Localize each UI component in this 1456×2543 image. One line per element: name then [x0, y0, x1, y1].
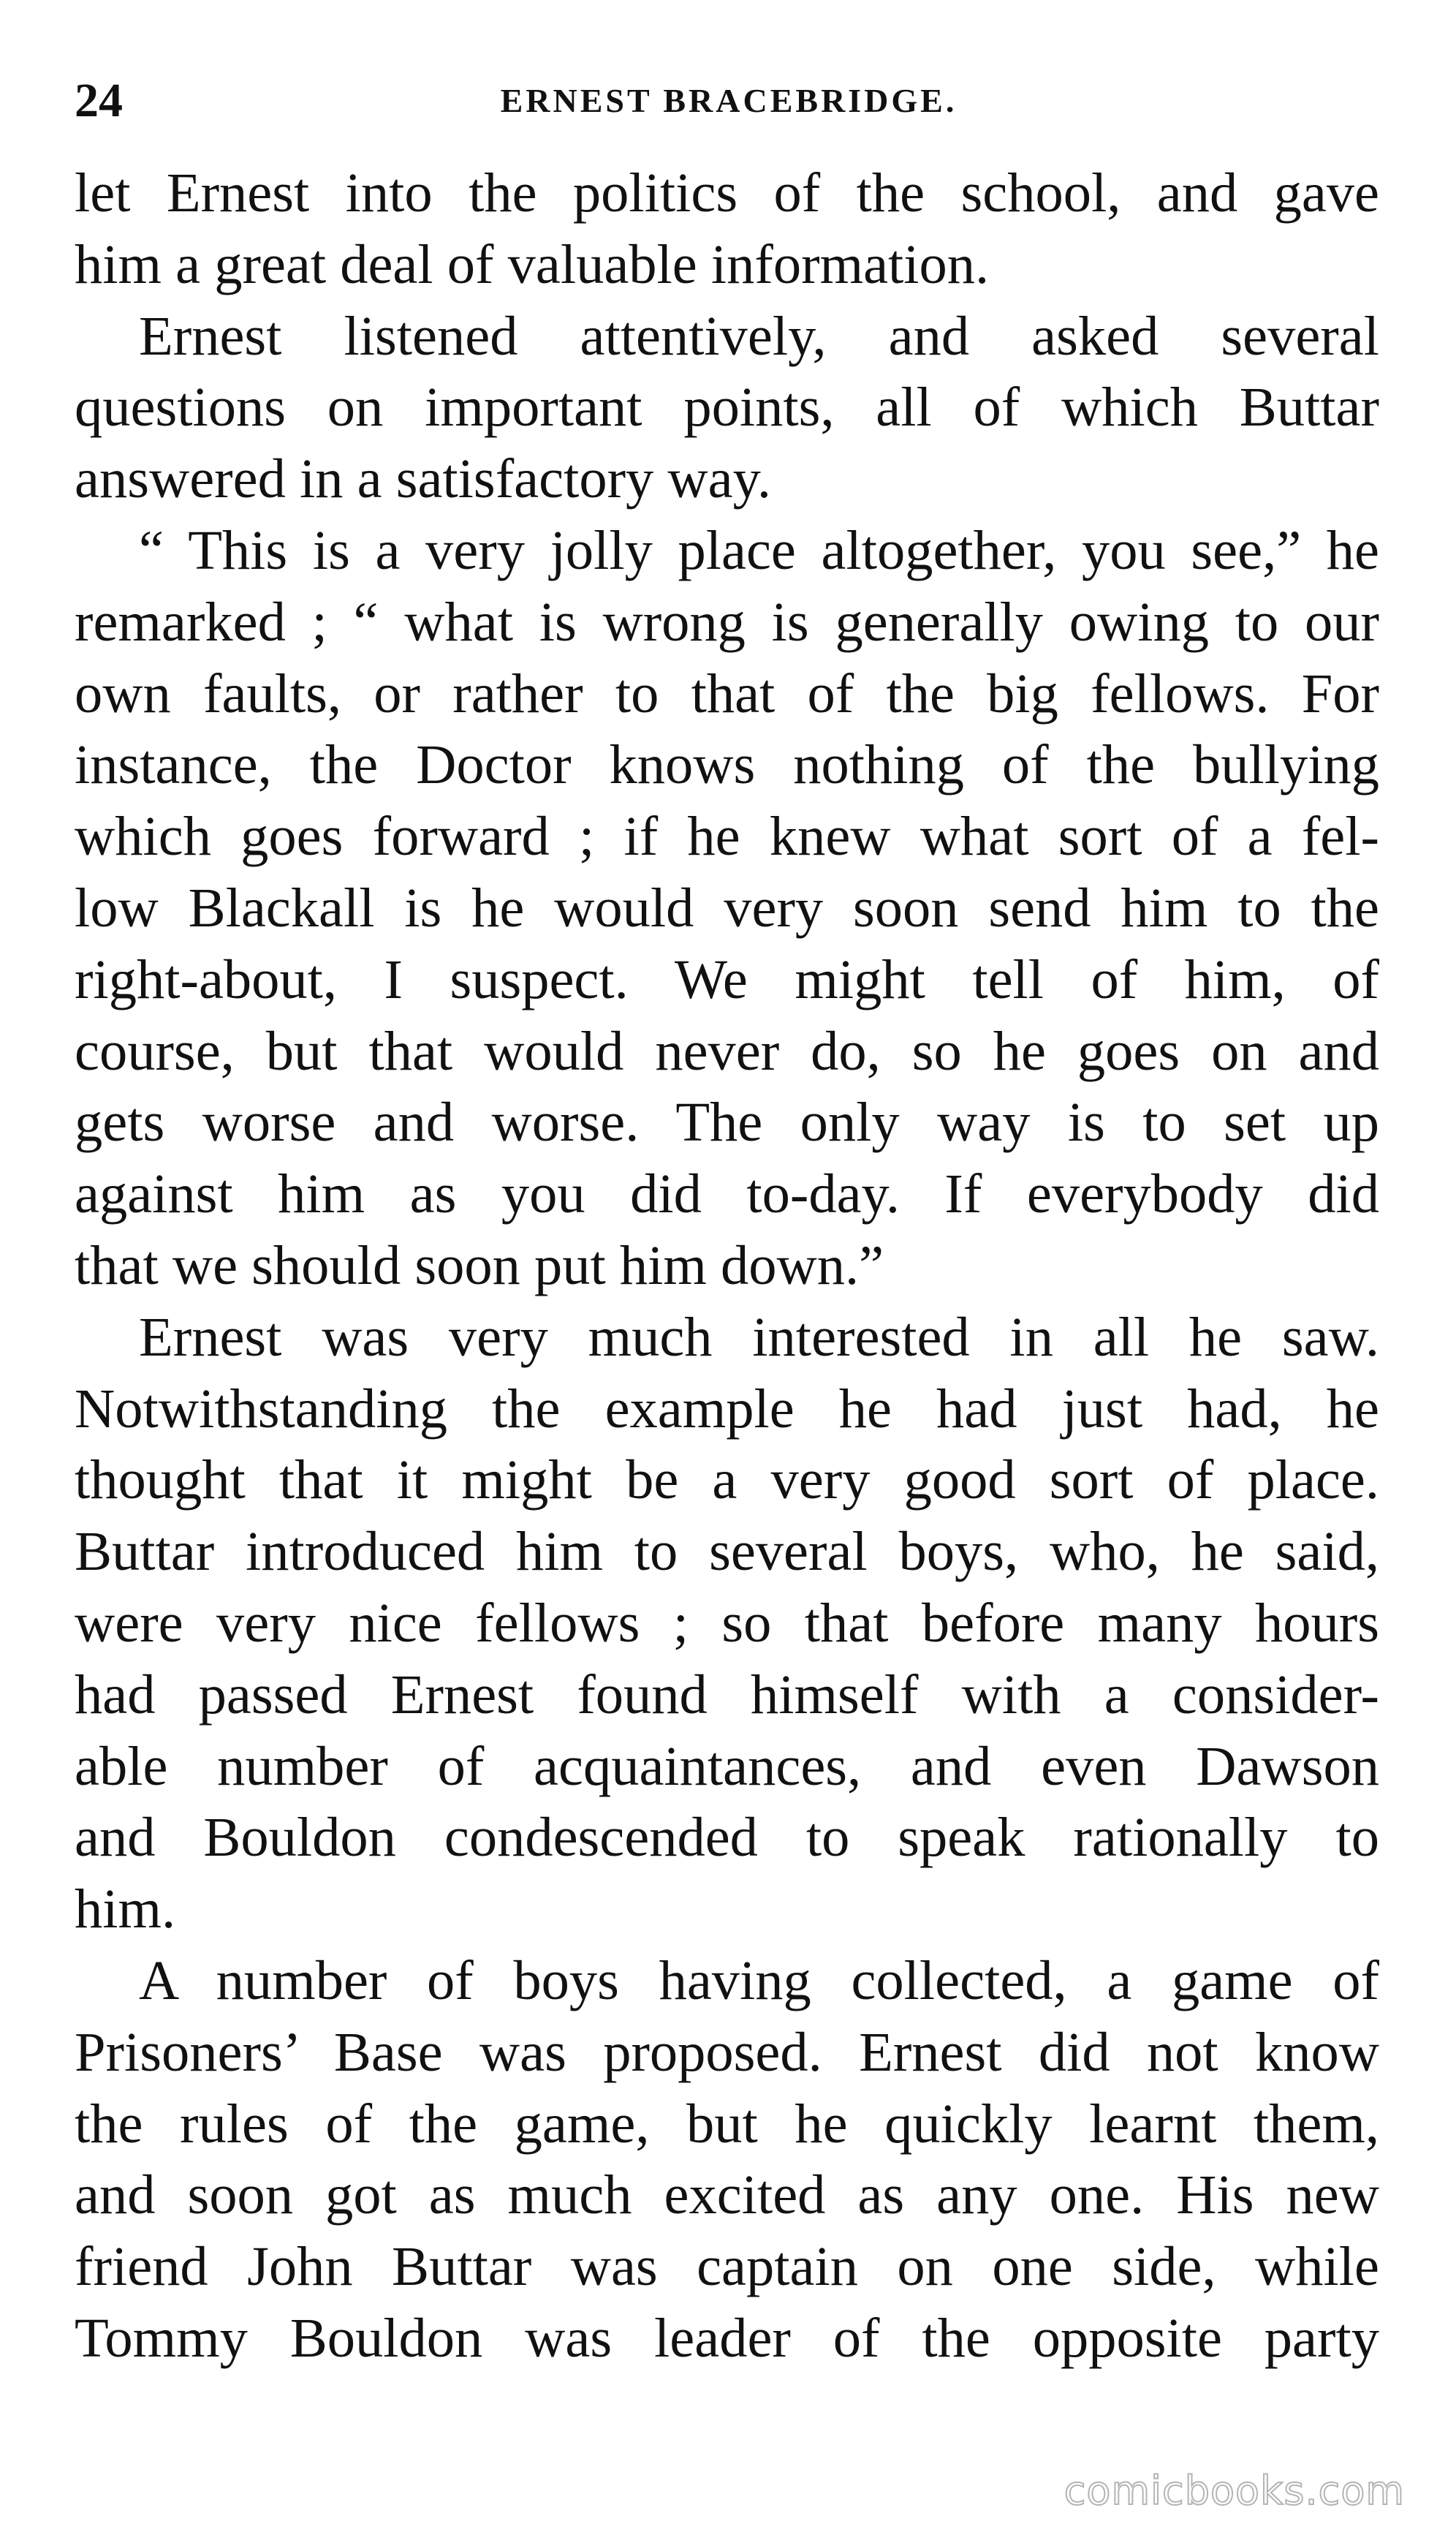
text-body	[75, 157, 1379, 2374]
text-line: questions on important points, all of which Buttar	[75, 376, 1379, 439]
text-line: instance, the Doctor knows nothing of the bullying	[75, 733, 1379, 796]
text-line: and Bouldon condescended to speak rationally to	[75, 1806, 1379, 1869]
text-line: Ernest was very much interested in all he saw.	[139, 1305, 1379, 1368]
paragraph-3	[75, 515, 1379, 1301]
text-line: against him as you did to-day. If everybody did	[75, 1163, 1379, 1225]
watermark: comicbooks.com	[1063, 2468, 1405, 2514]
text-line: that we should soon put him down.”	[75, 1233, 884, 1296]
text-line: were very nice fellows ; so that before many hours	[75, 1591, 1379, 1654]
text-line: Buttar introduced him to several boys, who, he said,	[75, 1520, 1379, 1583]
text-line: right-about, I suspect. We might tell of him, of	[75, 948, 1379, 1010]
text-line: “ This is a very jolly place altogether, you see,” he	[139, 518, 1379, 581]
text-line: Ernest listened attentively, and asked several	[139, 304, 1379, 367]
text-line: let Ernest into the politics of the school, and gave	[75, 162, 1379, 224]
paragraph-2	[75, 301, 1379, 515]
paragraph-4	[75, 1301, 1379, 1945]
text-line: A number of boys having collected, a game of	[139, 1949, 1379, 2011]
text-line: Tommy Bouldon was leader of the opposite party	[75, 2306, 1379, 2369]
paragraph-1	[75, 157, 1379, 301]
text-line: low Blackall is he would very soon send him to the	[75, 876, 1379, 939]
text-line: Notwithstanding the example he had just had, he	[75, 1377, 1379, 1440]
text-line: which goes forward ; if he knew what sort of a fel-	[75, 805, 1379, 868]
text-line: course, but that would never do, so he goes on and	[75, 1019, 1379, 1082]
text-line: answered in a satisfactory way.	[75, 447, 772, 510]
text-line: thought that it might be a very good sort of place.	[75, 1448, 1379, 1511]
text-line: him.	[75, 1878, 176, 1941]
text-line: and soon got as much excited as any one. His new	[75, 2164, 1379, 2226]
text-line: the rules of the game, but he quickly learnt them,	[75, 2092, 1379, 2155]
text-line: him a great deal of valuable information.	[75, 233, 990, 295]
page-number: 24	[75, 74, 123, 127]
text-line: remarked ; “ what is wrong is generally owing to our	[75, 590, 1379, 653]
running-title: ERNEST BRACEBRIDGE.	[500, 82, 958, 119]
text-line: able number of acquaintances, and even Dawson	[75, 1734, 1379, 1797]
text-line: own faults, or rather to that of the big fellows. For	[75, 662, 1379, 725]
text-line: had passed Ernest found himself with a consider-	[75, 1663, 1379, 1726]
running-head	[75, 64, 1383, 137]
text-line: friend John Buttar was captain on one side, while	[75, 2235, 1379, 2298]
paragraph-5	[75, 1945, 1379, 2374]
text-line: Prisoners’ Base was proposed. Ernest did not know	[75, 2020, 1379, 2083]
text-line: gets worse and worse. The only way is to set up	[75, 1091, 1379, 1154]
